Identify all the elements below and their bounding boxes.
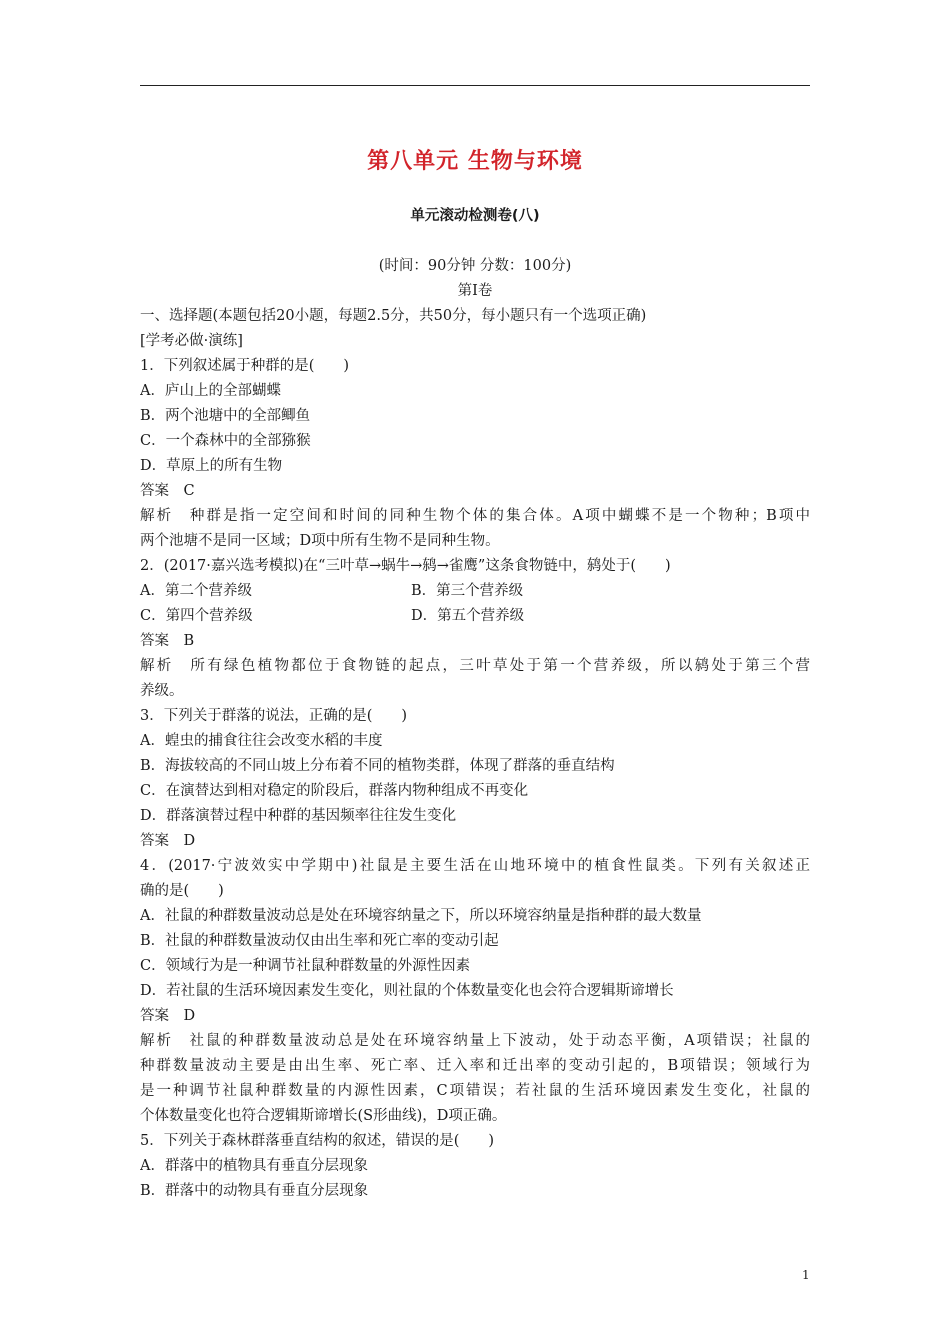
question-3-option-b: B．海拔较高的不同山坡上分布着不同的植物类群，体现了群落的垂直结构 — [140, 758, 615, 774]
question-4-stem-line-2: 确的是( ) — [140, 883, 224, 899]
section-instruction: 一、选择题(本题包括20小题，每题2.5分，共50分，每小题只有一个选项正确) — [140, 308, 647, 324]
volume-label: 第Ⅰ卷 — [457, 283, 493, 299]
question-4-option-a: A．社鼠的种群数量波动总是处在环境容纳量之下，所以环境容纳量是指种群的最大数量 — [140, 908, 702, 924]
question-4-answer: 答案 D — [140, 1008, 196, 1024]
question-2-option-a: A．第二个营养级 — [140, 583, 252, 599]
question-4-analysis-line-3: 是一种调节社鼠种群数量的内源性因素，C项错误；若社鼠的生活环境因素发生变化，社鼠的 — [140, 1083, 810, 1099]
question-4-analysis-line-4: 个体数量变化也符合逻辑斯谛增长(S形曲线)，D项正确。 — [140, 1108, 507, 1124]
question-4-option-d: D．若社鼠的生活环境因素发生变化，则社鼠的个体数量变化也会符合逻辑斯谛增长 — [140, 983, 674, 999]
test-subtitle: 单元滚动检测卷(八) — [410, 208, 540, 224]
header-rule — [140, 85, 810, 86]
question-1-stem: 1．下列叙述属于种群的是( ) — [140, 358, 350, 374]
question-2-analysis-line-2: 养级。 — [140, 683, 184, 699]
question-2-options-row-2 — [140, 604, 810, 629]
question-2-option-c: C．第四个营养级 — [140, 608, 253, 624]
question-1-option-c: C．一个森林中的全部猕猴 — [140, 433, 311, 449]
time-info: (时间：90分钟 分数：100分) — [378, 258, 572, 274]
question-3-option-a: A．蝗虫的捕食往往会改变水稻的丰度 — [140, 733, 383, 749]
question-1-option-b: B．两个池塘中的全部鲫鱼 — [140, 408, 311, 424]
page-number: 1 — [802, 1268, 810, 1282]
question-2-option-b: B．第三个营养级 — [411, 583, 524, 599]
question-3-option-d: D．群落演替过程中种群的基因频率往往发生变化 — [140, 808, 457, 824]
question-3-option-c: C．在演替达到相对稳定的阶段后，群落内物种组成不再变化 — [140, 783, 529, 799]
question-3-stem: 3．下列关于群落的说法，正确的是( ) — [140, 708, 408, 724]
document-body — [140, 254, 810, 1204]
question-3-answer: 答案 D — [140, 833, 196, 849]
question-1-analysis-line-1: 解析 种群是指一定空间和时间的同种生物个体的集合体。A项中蝴蝶不是一个物种；B项中 — [140, 508, 810, 524]
question-5-option-a: A．群落中的植物具有垂直分层现象 — [140, 1158, 368, 1174]
section-tag: [学考必做·演练] — [140, 333, 243, 349]
question-5-option-b: B．群落中的动物具有垂直分层现象 — [140, 1183, 369, 1199]
question-2-options-row-1 — [140, 579, 810, 604]
question-1-analysis-line-2: 两个池塘不是同一区域；D项中所有生物不是同种生物。 — [140, 533, 500, 549]
question-4-analysis-line-1: 解析 社鼠的种群数量波动总是处在环境容纳量上下波动，处于动态平衡，A项错误；社鼠的 — [140, 1033, 810, 1049]
question-4-stem-line-1: 4．(2017·宁波效实中学期中)社鼠是主要生活在山地环境中的植食性鼠类。下列有关叙述正 — [140, 858, 810, 874]
question-1-answer: 答案 C — [140, 483, 195, 499]
question-1-option-d: D．草原上的所有生物 — [140, 458, 283, 474]
question-5-stem: 5．下列关于森林群落垂直结构的叙述，错误的是( ) — [140, 1133, 495, 1149]
question-4-option-b: B．社鼠的种群数量波动仅由出生率和死亡率的变动引起 — [140, 933, 499, 949]
question-4-analysis-line-2: 种群数量波动主要是由出生率、死亡率、迁入率和迁出率的变动引起的，B项错误；领域行为 — [140, 1058, 810, 1074]
question-2-stem: 2．(2017·嘉兴选考模拟)在“三叶草→蜗牛→鸫→雀鹰”这条食物链中，鸫处于( ) — [140, 558, 671, 574]
question-2-answer: 答案 B — [140, 633, 195, 649]
question-2-analysis-line-1: 解析 所有绿色植物都位于食物链的起点，三叶草处于第一个营养级，所以鸫处于第三个营 — [140, 658, 810, 674]
question-2-option-d: D．第五个营养级 — [411, 608, 525, 624]
unit-title: 第八单元 生物与环境 — [367, 149, 583, 174]
question-1-option-a: A．庐山上的全部蝴蝶 — [140, 383, 281, 399]
question-4-option-c: C．领域行为是一种调节社鼠种群数量的外源性因素 — [140, 958, 471, 974]
